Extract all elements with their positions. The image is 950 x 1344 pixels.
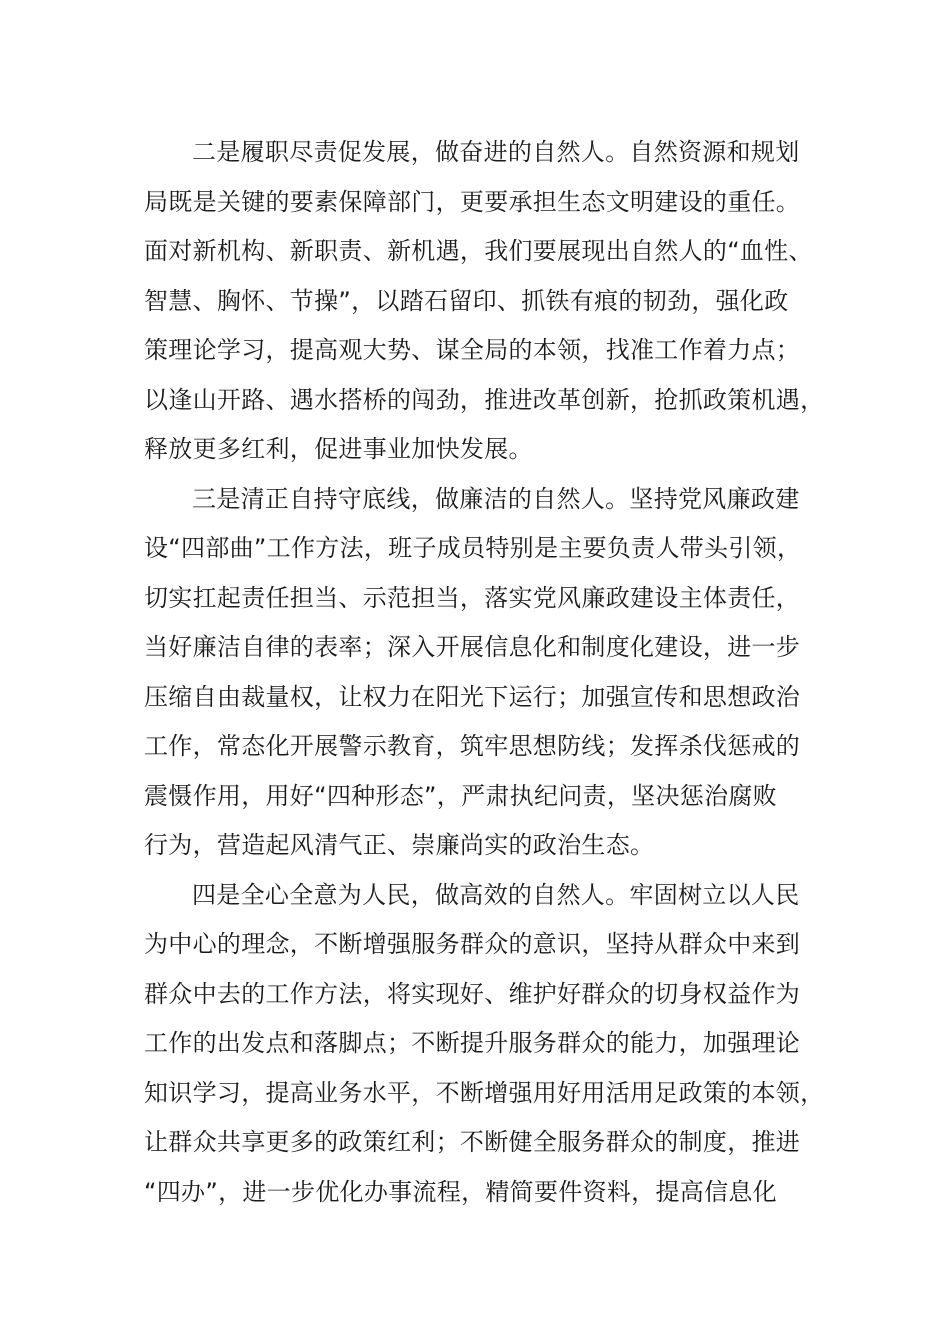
- paragraph-3-line-1: 四是全心全意为人民，做高效的自然人。牢固树立以人民: [192, 881, 800, 909]
- paragraph-1-line-3: 面对新机构、新职责、新机遇，我们要展现出自然人的“血性、: [144, 237, 813, 265]
- paragraph-3-line-6: 让群众共享更多的政策红利；不断健全服务群众的制度，推进: [144, 1128, 801, 1156]
- paragraph-2-line-1: 三是清正自持守底线，做廉洁的自然人。坚持党风廉政建: [192, 485, 800, 513]
- paragraph-3-line-5: 知识学习，提高业务水平，不断增强用好用活用足政策的本领，: [144, 1079, 825, 1107]
- paragraph-1-line-2: 局既是关键的要素保障部门，更要承担生态文明建设的重任。: [144, 188, 801, 216]
- paragraph-3-line-3: 群众中去的工作方法，将实现好、维护好群众的切身权益作为: [144, 980, 801, 1008]
- paragraph-1-line-1: 二是履职尽责促发展，做奋进的自然人。自然资源和规划: [192, 138, 800, 166]
- paragraph-2-line-2: 设“四部曲”工作方法，班子成员特别是主要负责人带头引领，: [144, 534, 802, 562]
- paragraph-2-line-5: 压缩自由裁量权，让权力在阳光下运行；加强宣传和思想政治: [144, 683, 801, 711]
- paragraph-2-line-3: 切实扛起责任担当、示范担当，落实党风廉政建设主体责任，: [144, 584, 801, 612]
- paragraph-2-line-8: 行为，营造起风清气正、崇廉尚实的政治生态。: [144, 831, 655, 859]
- paragraph-1-line-7: 释放更多红利，促进事业加快发展。: [144, 435, 533, 463]
- paragraph-3-line-2: 为中心的理念，不断增强服务群众的意识，坚持从群众中来到: [144, 930, 801, 958]
- paragraph-1-line-4: 智慧、胸怀、节操”，以踏石留印、抓铁有痕的韧劲，强化政: [144, 287, 789, 315]
- paragraph-1-line-6: 以逢山开路、遇水搭桥的闯劲，推进改革创新，抢抓政策机遇，: [144, 386, 825, 414]
- paragraph-3-line-7: “四办”，进一步优化办事流程，精简要件资料，提高信息化: [144, 1178, 777, 1206]
- paragraph-1-line-5: 策理论学习，提高观大势、谋全局的本领，找准工作着力点；: [144, 336, 801, 364]
- paragraph-2-line-7: 震慑作用，用好“四种形态”，严肃执纪问责，坚决惩治腐败: [144, 782, 777, 810]
- paragraph-2-line-6: 工作，常态化开展警示教育，筑牢思想防线；发挥杀伐惩戒的: [144, 732, 801, 760]
- paragraph-3-line-4: 工作的出发点和落脚点；不断提升服务群众的能力，加强理论: [144, 1029, 801, 1057]
- paragraph-2-line-4: 当好廉洁自律的表率；深入开展信息化和制度化建设，进一步: [144, 633, 801, 661]
